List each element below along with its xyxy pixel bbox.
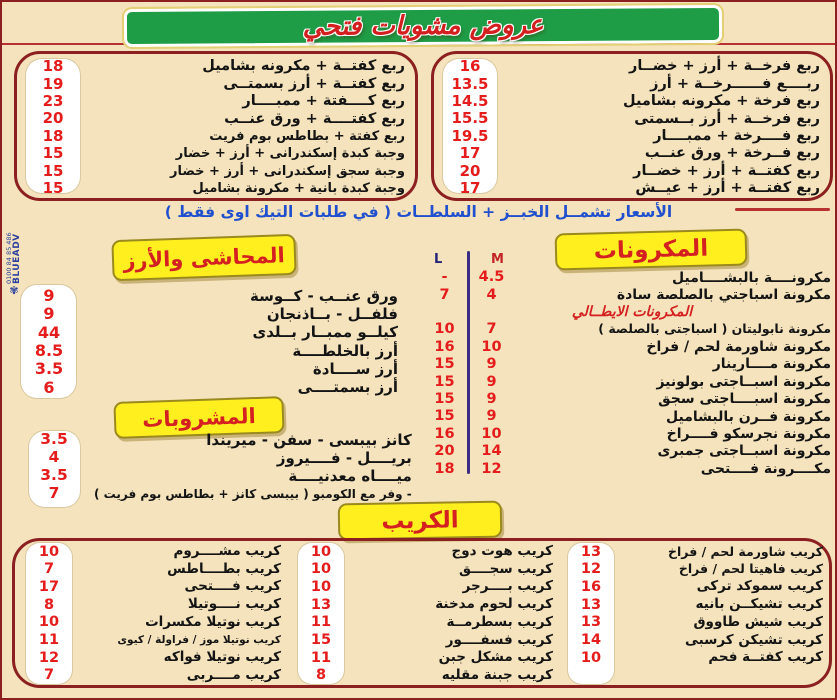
mahashi-list (14, 287, 406, 397)
item-price: 15 (310, 632, 332, 649)
item-label: مكرونة اسبــاجتى جمبرى (657, 443, 831, 460)
item-price: 20 (42, 109, 64, 128)
menu-item-row (296, 561, 558, 579)
item-price-l: 20 (434, 443, 455, 460)
menu-item-row (14, 342, 406, 360)
item-label: كريب شاورمة لحم / فراخ (668, 543, 823, 559)
page-title: عروض مشويات فتحي (302, 10, 544, 42)
menu-item-row (566, 649, 828, 667)
menu-item-row (17, 110, 415, 127)
item-price-m: 10 (481, 338, 502, 355)
crepe-column-left (24, 543, 286, 685)
item-label: ميــــاه معدنيــــة (288, 466, 412, 485)
item-price-m: 4.5 (478, 269, 505, 286)
crepe-left-list (24, 543, 286, 685)
menu-item-row (14, 467, 420, 485)
item-label: كريب مشــــروم (173, 543, 281, 560)
item-label: بريــــل - فــــيروز (276, 448, 412, 467)
item-label: كريب بــــرجر (462, 578, 553, 595)
item-price: 17 (38, 578, 60, 595)
item-price-l: - (441, 269, 448, 286)
item-label: كريب بطــــاطس (167, 560, 281, 577)
item-label: فلفــل - بــاذنجان (266, 304, 398, 323)
item-label: ربع كفتــة + أرز بسمتــى (223, 75, 405, 92)
menu-item-row (17, 162, 415, 179)
crepe-right-list (566, 543, 828, 667)
menu-item-row (422, 408, 836, 425)
menu-item-row (422, 286, 836, 303)
menu-item-row (434, 128, 830, 145)
item-label: كريب تشيكن كرسبى (684, 631, 823, 648)
item-price: 13 (580, 543, 602, 560)
menu-item-row (14, 449, 420, 467)
menu-item-row (14, 485, 420, 503)
menu-item-row (566, 614, 828, 632)
section-header-mahashi: المحاشى والأرز (111, 234, 296, 281)
menu-item-row (14, 287, 406, 305)
pasta-list (422, 321, 836, 478)
item-price: 12 (38, 649, 60, 666)
menu-item-row (566, 561, 828, 579)
item-price-m: 10 (481, 425, 502, 442)
menu-item-row (296, 596, 558, 614)
pasta-subtitle-italian: المكرونات الايطــالي (571, 304, 693, 320)
item-price: 23 (42, 91, 64, 110)
menu-item-row (14, 324, 406, 342)
item-label: ربع فــرخة + ورق عنــب (644, 145, 820, 162)
menu-item-row (24, 561, 286, 579)
item-price: 17 (459, 178, 481, 197)
item-label: كريب كفتــة فحم (708, 649, 823, 666)
item-price-m: 9 (486, 391, 497, 407)
item-price-m: 9 (486, 408, 497, 425)
item-label: كريب شيش طاووق (693, 613, 823, 630)
menu-item-row (296, 631, 558, 649)
size-column-l: L (434, 252, 443, 267)
menu-item-row (434, 145, 830, 162)
item-price: 10 (38, 614, 60, 631)
menu-item-row (422, 321, 836, 338)
menu-item-row (24, 614, 286, 632)
menu-item-row (296, 667, 558, 685)
menu-item-row (14, 305, 406, 323)
item-label: مكرونــــة بالبشــــاميل (672, 269, 831, 286)
item-price: 13 (310, 596, 332, 613)
offers-right-section (431, 51, 833, 201)
item-price: 3.5 (40, 466, 68, 485)
item-label: مكرونة اسباجتي بالصلصة سادة (616, 287, 831, 304)
note-decorative-line (735, 208, 830, 211)
menu-item-row (422, 373, 836, 390)
crepe-column-right (566, 543, 828, 667)
item-label: مكرونة نجرسكو فــــراخ (666, 426, 831, 443)
item-label: ربع فرخــة + أرز + خضــار (628, 58, 820, 75)
offers-left-section (14, 51, 418, 201)
item-price-l: 15 (434, 391, 455, 407)
item-price-m: 14 (481, 443, 502, 460)
pasta-list-top (422, 269, 836, 304)
item-price: 20 (459, 161, 481, 180)
item-price: 10 (310, 561, 332, 578)
menu-item-row (422, 356, 836, 373)
menu-item-row (24, 631, 286, 649)
offers-right-list (434, 58, 830, 197)
crepe-column-middle (296, 543, 558, 685)
blueadv-brand: BLUEADV (12, 233, 23, 284)
item-price-m: 9 (486, 373, 497, 390)
menu-item-row (296, 578, 558, 596)
item-price: 8 (315, 667, 327, 684)
item-price: 15 (42, 144, 64, 163)
menu-item-row (422, 425, 836, 442)
size-column-m: M (491, 252, 504, 267)
item-price: 19 (42, 74, 64, 93)
menu-item-row (296, 649, 558, 667)
item-label: ربــــع فــــــرخــة + أرز (650, 75, 820, 92)
item-price: 7 (43, 667, 55, 684)
item-price: 19.5 (451, 126, 489, 145)
menu-item-row (434, 110, 830, 127)
item-label: ربع فــــرخة + ممبــــار (653, 128, 820, 144)
item-price: 11 (310, 614, 332, 631)
item-label: مكرونة اسبــاجتى بولونيز (656, 373, 831, 390)
item-price: 14.5 (451, 91, 489, 110)
item-price: 3.5 (40, 430, 68, 449)
item-label: كريب لحوم مدخنة (435, 596, 553, 613)
menu-item-row (422, 391, 836, 408)
item-label: كريب مــــربى (186, 666, 281, 683)
menu-item-row (14, 431, 420, 449)
item-price: 11 (38, 632, 60, 649)
item-label: كريب نوتيلا موز / فراولة / كيوى (117, 634, 281, 647)
item-label: كريب نــــوتيلا (187, 596, 281, 613)
menu-item-row (434, 162, 830, 179)
item-label: مكرونة فــرن بالبشاميل (666, 408, 831, 425)
item-price: 4 (48, 448, 60, 467)
item-price-l: 10 (434, 321, 455, 338)
item-price: 14 (580, 632, 602, 649)
item-label: كريب تشيكــن بانيه (695, 596, 823, 613)
item-price-l: 16 (434, 338, 455, 355)
item-label: كريب سموكد تركى (696, 578, 823, 595)
item-label: ربع كفتة + بطاطس بوم فريت (209, 128, 405, 144)
item-price: 10 (580, 649, 602, 666)
item-price: 6 (43, 377, 55, 397)
menu-item-row (566, 631, 828, 649)
item-price-l: 16 (434, 425, 455, 442)
item-label: مكرونة شاورمة لحم / فراخ (646, 339, 831, 356)
item-price: 11 (310, 649, 332, 666)
item-price-l: 15 (434, 373, 455, 390)
item-label: كيلــو ممبــار بــلدى (252, 323, 398, 342)
menu-item-row (17, 145, 415, 162)
item-price: 9 (43, 304, 55, 324)
item-price: 7 (43, 561, 55, 578)
item-price: 15 (42, 178, 64, 197)
item-label: مكرونة اسبــــاجتى سجق (658, 391, 831, 408)
item-price: 18 (42, 126, 64, 145)
drinks-list (14, 431, 416, 503)
item-label: كريب فــــتحى (184, 578, 281, 595)
menu-item-row (566, 543, 828, 561)
item-price: 12 (580, 561, 602, 578)
item-label: ربع كــــفتة + ممبــــار (242, 93, 405, 110)
crepe-middle-list (296, 543, 558, 685)
item-price: 10 (310, 543, 332, 560)
menu-item-row (296, 614, 558, 632)
item-label: كريب جبنة مقليه (441, 666, 553, 683)
item-label: ربع كفتــة + مكرونه بشاميل (202, 58, 405, 75)
item-price: 16 (580, 578, 602, 595)
menu-item-row (434, 93, 830, 110)
menu-item-row (17, 58, 415, 75)
item-price: 13 (580, 596, 602, 613)
item-label: كريب فاهيتا لحم / فراخ (678, 561, 823, 577)
item-label: ربع كفتــة + أرز + خضــار (633, 162, 820, 179)
item-price-m: 12 (481, 460, 502, 477)
menu-item-row (434, 75, 830, 92)
menu-item-row (17, 93, 415, 110)
item-price: 18 (42, 57, 64, 76)
item-price: 15.5 (451, 109, 489, 128)
item-price-l: 7 (439, 286, 450, 303)
item-price: 15 (42, 161, 64, 180)
item-price-l: 15 (434, 408, 455, 425)
item-price: 44 (37, 322, 61, 342)
item-label: كريب مشكل جبن (438, 649, 553, 666)
blueadv-phone: 0100 84 85 486 (4, 232, 13, 284)
menu-item-row (14, 360, 406, 378)
section-header-pasta: المكرونات (555, 228, 748, 270)
item-price: 10 (38, 543, 60, 560)
item-label: كريب فسفــــور (445, 631, 553, 648)
item-label: أرز بالخلطــــة (292, 341, 398, 360)
menu-item-row (24, 596, 286, 614)
item-label: مكــــرونة فــــتحى (700, 460, 831, 477)
item-price-l: 15 (434, 356, 455, 373)
item-label: - وفر مع الكومبو ( بيبسى كانز + بطاطس بوم فريت ) (94, 487, 412, 501)
item-price: 17 (459, 144, 481, 163)
item-label: كانز بيبسى - سفن - ميريندا (206, 430, 412, 449)
item-label: ربع فرخة + مكرونه بشاميل (623, 93, 820, 110)
menu-item-row (24, 543, 286, 561)
item-label: وجبة سجق إسكندرانى + أرز + خضار (169, 163, 405, 179)
menu-item-row (17, 180, 415, 197)
item-label: مكرونة مــــارينار (712, 356, 831, 373)
menu-item-row (17, 75, 415, 92)
item-price-l: 18 (434, 460, 455, 477)
menu-item-row (434, 58, 830, 75)
item-price: 3.5 (34, 359, 64, 379)
blueadv-watermark (4, 220, 24, 296)
menu-item-row (434, 180, 830, 197)
item-price: 16 (459, 57, 481, 76)
item-label: مكرونة نابوليتان ( اسباجتى بالصلصة ) (598, 321, 831, 337)
menu-item-row (24, 667, 286, 685)
item-price: 8 (43, 596, 55, 613)
menu-item-row (24, 649, 286, 667)
item-label: كريب سجــــق (459, 560, 553, 577)
item-label: ربع كفتــــة + ورق عنــب (224, 110, 405, 127)
menu-item-row (296, 543, 558, 561)
item-price: 9 (43, 286, 55, 306)
item-label: ربع فرخــة + أرز بــسمتى (634, 110, 820, 127)
item-price: 7 (48, 484, 60, 503)
menu-item-row (422, 338, 836, 355)
item-price: 8.5 (34, 341, 64, 361)
menu-item-row (566, 578, 828, 596)
item-label: كريب بسطرمــة (446, 613, 553, 630)
item-price-m: 7 (486, 321, 497, 338)
item-label: وجبة كبدة إسكندرانى + أرز + خضار (175, 146, 405, 162)
item-price-m: 4 (486, 286, 497, 303)
section-header-drinks: المشروبات (113, 396, 284, 439)
item-label: ورق عنــب - كــوسة (250, 286, 398, 305)
title-banner (124, 5, 722, 47)
menu-item-row (422, 443, 836, 460)
item-label: أرز ســــادة (312, 359, 398, 378)
item-label: ربع كفتــة + أرز + عيــش (635, 180, 820, 197)
prices-note: الأسعار تشمــل الخبــز + السلطــات ( في طلبات التيك اوى فقط ) (164, 203, 673, 221)
section-header-crepe: الكريب (338, 501, 503, 541)
item-price: 13 (580, 614, 602, 631)
menu-item-row (422, 460, 836, 477)
item-label: كريب نوتيلا مكسرات (145, 613, 281, 630)
menu-item-row (566, 596, 828, 614)
offers-left-list (17, 58, 415, 197)
item-price: 10 (310, 578, 332, 595)
item-label: كريب نوتيلا فواكه (163, 649, 281, 666)
item-label: كريب هوت دوج (451, 543, 553, 560)
blueadv-ornament-icon: ✾ (9, 284, 19, 297)
menu-item-row (17, 128, 415, 145)
item-price-m: 9 (486, 356, 497, 373)
menu-item-row (24, 578, 286, 596)
menu-item-row (14, 378, 406, 396)
item-label: أرز بسمتــــى (297, 378, 398, 397)
menu-item-row (422, 269, 836, 286)
item-label: وجبة كبدة بانية + مكرونة بشاميل (192, 180, 405, 196)
item-price: 13.5 (451, 74, 489, 93)
